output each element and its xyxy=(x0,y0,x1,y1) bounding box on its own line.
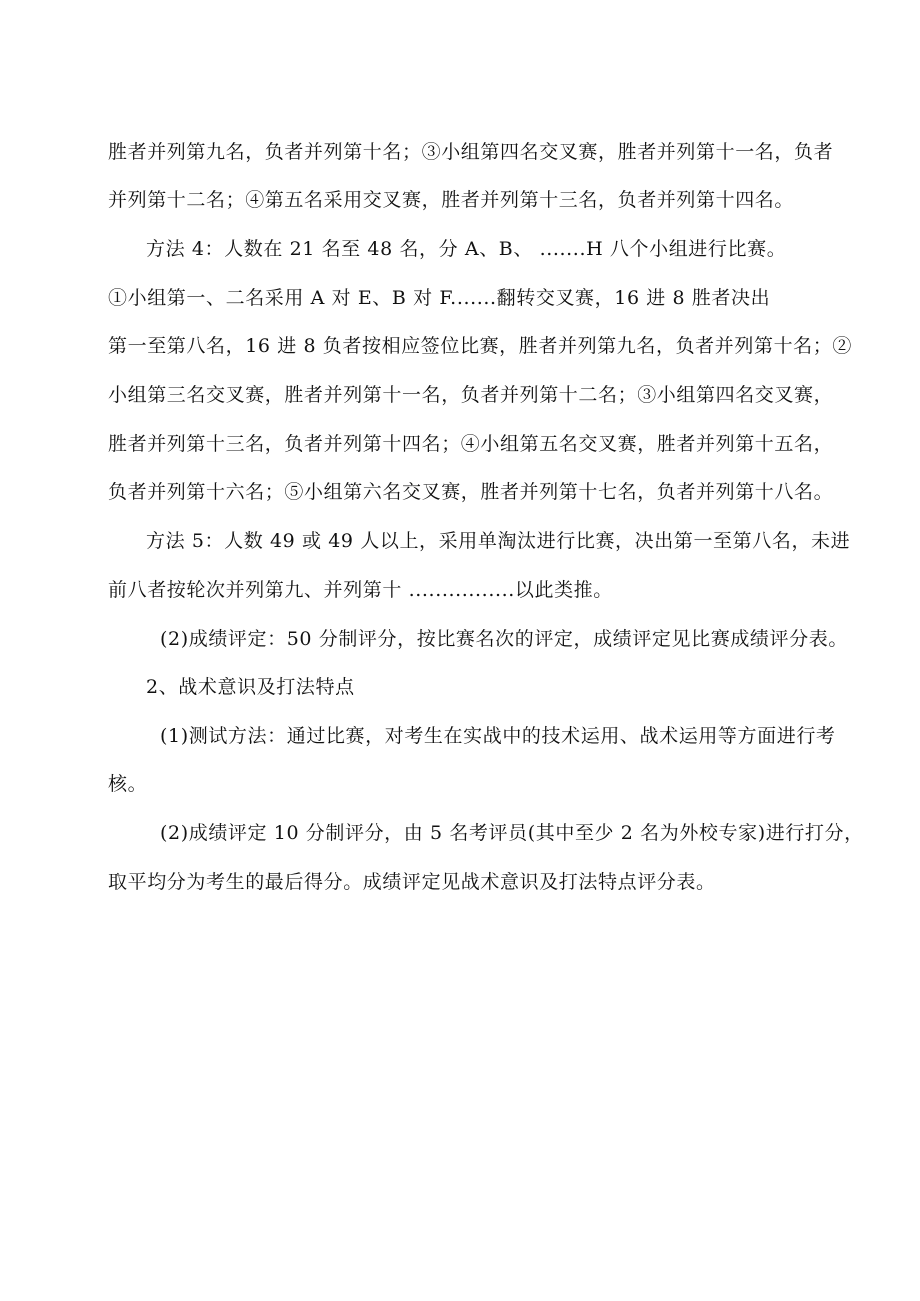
paragraph-line-7: 胜者并列第十三名，负者并列第十四名；④小组第五名交叉赛，胜者并列第十五名， xyxy=(108,433,834,455)
paragraph-line-14: 核。 xyxy=(108,773,148,795)
method-4-heading: 方法 4：人数在 21 名至 48 名，分 A、B、 .......H 八个小组进行比赛。 xyxy=(146,238,787,260)
paragraph-line-10: 前八者按轮次并列第九、并列第十 ................以此类推。 xyxy=(108,579,613,601)
method-5-heading: 方法 5：人数 49 或 49 人以上，采用单淘汰进行比赛，决出第一至第八名，未进 xyxy=(146,530,851,552)
paragraph-line-8: 负者并列第十六名；⑤小组第六名交叉赛，胜者并列第十七名，负者并列第十八名。 xyxy=(108,481,834,503)
score-evaluation-line: (2)成绩评定：50 分制评分，按比赛名次的评定，成绩评定见比赛成绩评分表。 xyxy=(160,628,848,650)
paragraph-line-16: 取平均分为考生的最后得分。成绩评定见战术意识及打法特点评分表。 xyxy=(108,871,716,893)
section-heading-tactics: 2、战术意识及打法特点 xyxy=(146,676,355,698)
paragraph-line-1: 胜者并列第九名，负者并列第十名；③小组第四名交叉赛，胜者并列第十一名，负者 xyxy=(108,141,834,163)
test-method-line: (1)测试方法：通过比赛，对考生在实战中的技术运用、战术运用等方面进行考 xyxy=(160,725,836,747)
paragraph-line-4: ①小组第一、二名采用 A 对 E、B 对 F.......翻转交叉赛，16 进 8 胜者决出 xyxy=(108,287,771,309)
score-evaluation-line-2: (2)成绩评定 10 分制评分，由 5 名考评员(其中至少 2 名为外校专家)进行打分， xyxy=(160,822,864,844)
paragraph-line-2: 并列第十二名；④第五名采用交叉赛，胜者并列第十三名，负者并列第十四名。 xyxy=(108,189,795,211)
paragraph-line-5: 第一至第八名，16 进 8 负者按相应签位比赛，胜者并列第九名，负者并列第十名；② xyxy=(108,335,852,357)
paragraph-line-6: 小组第三名交叉赛，胜者并列第十一名，负者并列第十二名；③小组第四名交叉赛， xyxy=(108,384,834,406)
